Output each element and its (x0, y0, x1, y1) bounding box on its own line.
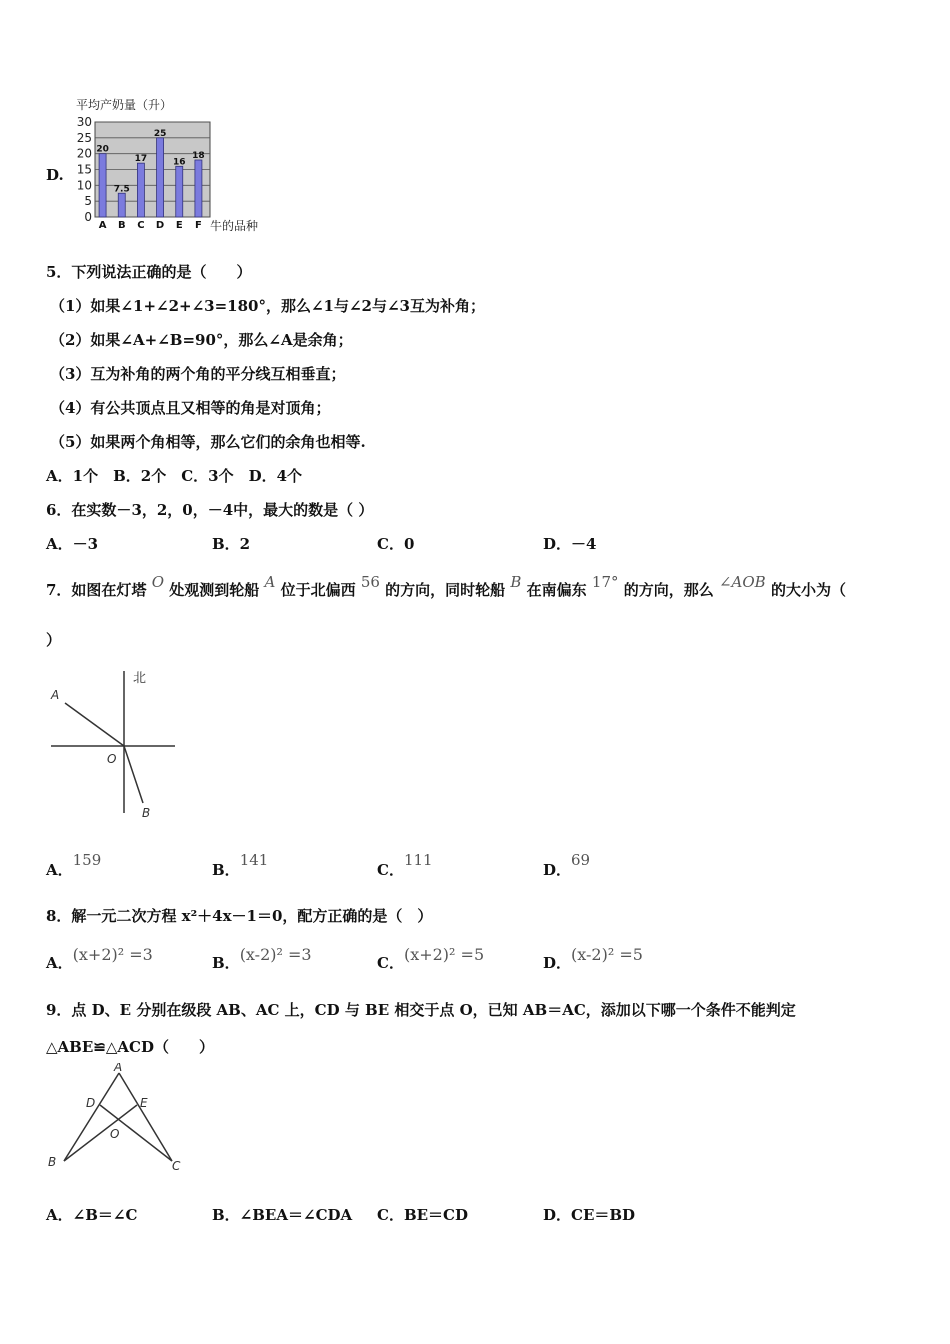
y-tick-label: 10 (76, 178, 92, 193)
x-tick-E: E (175, 220, 183, 231)
q7-text-2: 处观测到轮船 (169, 581, 260, 599)
q7-point-b: B (510, 573, 522, 591)
data-label-F: 18 (192, 151, 205, 161)
q8-stem: 8．解一元二次方程 x²＋4x－1＝0，配方正确的是（ ） (46, 907, 433, 925)
q8-option-c-label: C． (377, 954, 404, 972)
label-b: B (48, 1155, 57, 1169)
q7-option-c (377, 851, 433, 880)
q7-point-a: A (264, 573, 276, 591)
q8-option-a-label: A． (46, 954, 73, 972)
x-tick-C: C (137, 220, 145, 231)
q7-angle-aob: ∠AOB (718, 573, 766, 591)
q7-text-7: 的大小为（ (770, 581, 846, 599)
q5-item-5: （5）如果两个角相等，那么它们的余角也相等. (50, 433, 366, 451)
label-b: B (142, 806, 151, 820)
x-tick-D: D (155, 220, 165, 231)
q5-item-2: （2）如果∠A+∠B=90°，那么∠A是余角； (50, 331, 353, 349)
q8-option-a-value: (x+2)² =3 (72, 945, 153, 964)
y-tick-label: 15 (76, 162, 92, 177)
q7-option-b (212, 851, 269, 880)
q8-option-d (543, 945, 643, 973)
q7-text-4: 的方向，同时轮船 (385, 581, 506, 599)
y-tick-label: 5 (84, 194, 92, 209)
segment-ab (64, 1073, 119, 1161)
y-tick-label: 25 (76, 130, 92, 145)
q6-option-c: C．0 (377, 535, 415, 553)
label-o: O (110, 1127, 120, 1141)
chart-y-ticks (77, 115, 92, 224)
bar-C (137, 163, 144, 217)
q5-options: A．1个 B．2个 C．3个 D．4个 (46, 467, 303, 485)
label-c: C (172, 1159, 181, 1173)
q9-option-c: C．BE＝CD (377, 1206, 468, 1224)
data-label-A: 20 (96, 144, 109, 155)
q7-option-d-label: D． (543, 861, 572, 879)
q7-figure (45, 665, 185, 825)
data-label-E: 16 (172, 157, 186, 168)
q7-stem (46, 573, 846, 600)
q5-stem: 5．下列说法正确的是（ ） (46, 263, 252, 281)
chart-title: 平均产奶量（升） (76, 98, 173, 112)
label-a: A (51, 688, 60, 702)
y-tick-label: 0 (84, 210, 92, 224)
q7-angle-56: 56 (360, 573, 380, 591)
q4-option-d-label: D. (46, 166, 64, 184)
q7-stem-line-2: ） (46, 631, 62, 649)
q8-option-b-label: B． (212, 954, 240, 972)
x-tick-A: A (98, 220, 107, 231)
segment-be (64, 1105, 137, 1161)
q6-stem: 6．在实数－3，2，0，－4中，最大的数是（ ） (46, 501, 374, 519)
q8-option-d-label: D． (543, 954, 572, 972)
q8-option-b (212, 945, 312, 973)
x-tick-B: B (117, 220, 126, 231)
label-o: O (107, 752, 117, 766)
q7-point-o: O (151, 573, 164, 591)
q8-option-d-value: (x-2)² =5 (571, 945, 643, 964)
label-north: 北 (133, 671, 147, 686)
label-d: D (86, 1096, 96, 1110)
q7-text-5: 在南偏东 (526, 581, 587, 599)
ray-ob (124, 746, 143, 803)
q7-option-a (46, 851, 102, 880)
segment-ac (119, 1073, 172, 1161)
q7-option-c-value: 111 (403, 851, 433, 869)
q9-option-a: A．∠B＝∠C (46, 1206, 138, 1224)
data-label-C: 17 (134, 154, 148, 165)
q8-option-b-value: (x-2)² =3 (239, 945, 312, 964)
q6-option-a: A．－3 (46, 535, 99, 553)
q8-option-a (46, 945, 153, 973)
q7-text-1: 7．如图在灯塔 (46, 581, 147, 599)
q8-option-c (377, 945, 485, 973)
q5-item-1: （1）如果∠1+∠2+∠3=180°，那么∠1与∠2与∠3互为补角； (50, 297, 485, 315)
q7-option-d (543, 851, 591, 880)
q7-angle-17: 17° (591, 573, 619, 591)
q7-option-a-label: A． (46, 861, 73, 879)
q7-option-d-value: 69 (571, 851, 591, 869)
q9-stem-line-1: 9．点 D、E 分别在级段 AB、AC 上，CD 与 BE 相交于点 O，已知 AB＝AC，添加以下哪一个条件不能判定 (46, 1001, 796, 1019)
q9-figure (44, 1063, 194, 1178)
q6-option-b: B．2 (212, 535, 251, 553)
q7-option-c-label: C． (377, 861, 404, 879)
y-tick-label: 20 (76, 146, 92, 161)
q5-item-3: （3）互为补角的两个角的平分线互相垂直； (50, 365, 346, 383)
q7-text-6: 的方向，那么 (623, 581, 714, 599)
data-label-B: 7.5 (113, 184, 130, 195)
q6-option-d: D．－4 (543, 535, 597, 553)
q7-text-3: 位于北偏西 (280, 581, 356, 599)
q9-option-b: B．∠BEA＝∠CDA (212, 1206, 353, 1224)
q7-option-b-label: B． (212, 861, 240, 879)
q9-option-d: D．CE＝BD (543, 1206, 636, 1224)
q7-option-a-value: 159 (72, 851, 102, 869)
q7-option-b-value: 141 (239, 851, 269, 869)
q8-option-c-value: (x+2)² =5 (403, 945, 485, 964)
chart-x-ticks (99, 220, 202, 231)
q4-bar-chart (70, 95, 280, 237)
bar-F (195, 160, 202, 217)
bar-A (99, 154, 106, 217)
q9-stem-line-2: △ABE≌△ACD（ ） (46, 1038, 214, 1056)
ray-oa (65, 703, 124, 746)
data-label-D: 25 (153, 128, 167, 139)
x-tick-F: F (194, 220, 202, 231)
label-a: A (114, 1063, 123, 1074)
bar-B (118, 193, 125, 217)
q5-item-4: （4）有公共顶点且又相等的角是对顶角； (50, 399, 331, 417)
bar-E (176, 166, 183, 217)
y-tick-label: 30 (76, 115, 92, 129)
bar-D (157, 138, 164, 217)
label-e: E (140, 1096, 148, 1110)
chart-x-axis-label: 牛的品种 (210, 219, 259, 233)
